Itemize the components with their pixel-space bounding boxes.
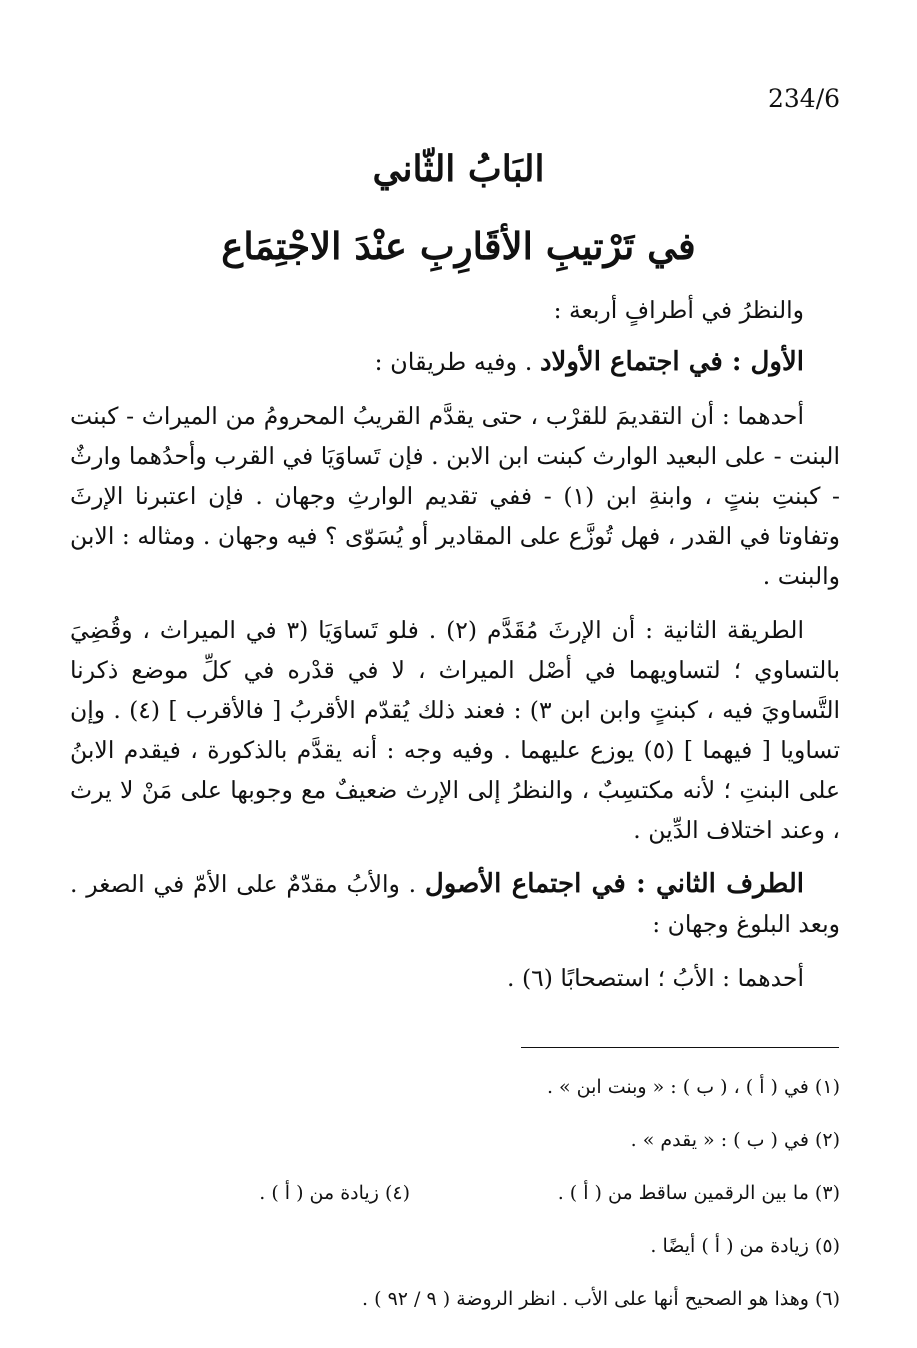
footnote-separator [521, 1047, 839, 1048]
intro-line: والنظرُ في أطرافٍ أربعة : [553, 296, 804, 324]
section-heading-first-label: الأول : في اجتماع الأولاد [539, 347, 804, 377]
paragraph-first-opinion: أحدهما : الأبُ ؛ استصحابًا (٦) . [507, 964, 804, 992]
footnotes [90, 1073, 840, 1338]
section-heading-second-label: الطرف الثاني : في اجتماع الأصول [424, 869, 804, 899]
main-text [70, 290, 840, 998]
footnote-4: (٤) زيادة من ( أ ) . [259, 1182, 410, 1204]
footnote-1: (١) في ( أ ) ، ( ب ) : « وبنت ابن » . [546, 1076, 840, 1098]
page-number: 234/6 [768, 84, 841, 113]
footnote-2: (٢) في ( ب ) : « يقدم » . [630, 1129, 840, 1151]
section-heading-second [70, 864, 840, 944]
chapter-subject-title: في تَرْتيبِ الأقَارِبِ عنْدَ الاجْتِمَاع [221, 224, 696, 268]
paragraph-first-method: أحدهما : أن التقديمَ للقرْب ، حتى يقدَّم القريبُ المحرومُ من الميراث - كبنت البنت - على البعيد الوارث كبنت ابن الابن . فإن تَساوَيَا في القرب وأحدُهما وارثٌ - كبنتِ بنتٍ ، وابنةِ ابن (١) - ففي تقديم الوارثِ وجهان . فإن اعتبرنا الإرثَ وتفاوتا في القدر ، فهل تُوزَّع على المقادير أو يُسَوّى ؟ فيه وجهان . ومثاله : الابن والبنت . [70, 402, 840, 590]
section-heading-first-rest: . وفيه طريقان : [374, 348, 540, 376]
chapter-title: البَابُ الثّاني [372, 148, 545, 190]
footnote-5: (٥) زيادة من ( أ ) أيضًا . [650, 1235, 840, 1257]
paragraph-second-method: الطريقة الثانية : أن الإرثَ مُقَدَّم (٢) . فلو تَساوَيَا (٣ في الميراث ، وقُضِيَ بالتساوي ؛ لتساويهما في أصْل الميراث ، لا في قدْره في كلِّ موضع ذكرنا التَّساويَ فيه ، كبنتٍ وابن ابن ٣) : فعند ذلك يُقدّم الأقربُ [ فالأقرب ] (٤) . وإن تساويا [ فيهما ] (٥) يوزع عليهما . وفيه وجه : أنه يقدَّم بالذكورة ، فيقدم الابنُ على البنتِ ؛ لأنه مكتسِبٌ ، والنظرُ إلى الإرث ضعيفٌ مع وجوبها على مَنْ لا يرث ، وعند اختلاف الدِّين . [70, 616, 841, 844]
section-heading-first [70, 342, 840, 382]
section-heading-second-rest: . والأبُ مقدّمٌ على الأمّ في الصغر . وبعد البلوغ وجهان : [70, 870, 840, 938]
footnote-3: (٣) ما بين الرقمين ساقط من ( أ ) . [557, 1182, 840, 1204]
footnote-6: (٦) وهذا هو الصحيح أنها على الأب . انظر الروضة ( ٩ / ٩٢ ) . [362, 1288, 840, 1310]
footnote-row-3-4 [90, 1179, 840, 1207]
